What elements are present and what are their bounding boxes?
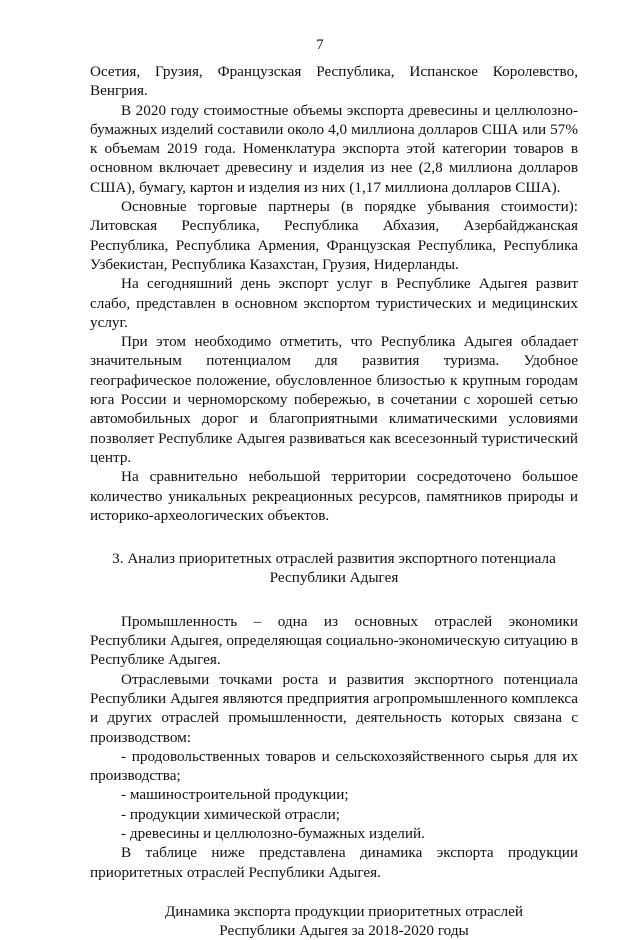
paragraph-table-intro: В таблице ниже представлена динамика экспорта продукции приоритетных отраслей Республики Адыгея. — [90, 844, 578, 881]
spacer — [90, 588, 578, 612]
spacer — [90, 525, 578, 549]
paragraph-industry: Промышленность – одна из основных отраслей экономики Республики Адыгея, определяющая социально-экономическую ситуацию в Республике Адыгея. — [90, 612, 578, 669]
table-caption-line-2: Республики Адыгея за 2018-2020 годы — [219, 922, 469, 940]
section-heading-line-1: 3. Анализ приоритетных отраслей развития экспортного потенциала — [112, 550, 556, 568]
document-body — [90, 62, 578, 940]
paragraph-services-export: На сегодняшний день экспорт услуг в Республике Адыгея развит слабо, представлен в основном экспортом туристических и медицинских услуг. — [90, 275, 578, 331]
section-heading-line-2: Республики Адыгея — [269, 569, 399, 587]
spacer — [90, 882, 578, 902]
list-item-food: - продовольственных товаров и сельскохозяйственного сырья для их производства; — [90, 747, 578, 785]
list-item-chemical: - продукции химической отрасли; — [121, 805, 340, 823]
paragraph-tourism-potential: При этом необходимо отметить, что Республика Адыгея обладает значительным потенциалом для развития туризма. Удобное географическое положение, обусловленное близостью к крупным городам юга России и черноморскому побережью, в сочетании с хорошей сетью автомобильных дорог и благоприятными климатическими условиями позволяет Республике Адыгея развиваться как всесезонный туристический центр. — [90, 333, 578, 466]
paragraph-trade-partners: Основные торговые партнеры (в порядке убывания стоимости): Литовская Республика, Республика Абхазия, Азербайджанская Республика, Республика Армения, Французская Республика, Республика Узбекистан, Республика Казахстан, Грузия, Нидерланды. — [90, 198, 578, 273]
table-caption-line-1: Динамика экспорта продукции приоритетных отраслей — [165, 902, 523, 920]
paragraph-growth-points: Отраслевыми точками роста и развития экспортного потенциала Республики Адыгея являются предприятия агропромышленного комплекса и других отраслей промышленности, деятельность которых связана с производством: — [90, 670, 578, 746]
paragraph-countries-continued: Осетия, Грузия, Французская Республика, Испанское Королевство, Венгрия. — [90, 63, 578, 100]
page-number: 7 — [316, 37, 324, 53]
paragraph-recreational-resources: На сравнительно небольшой территории сосредоточено большое количество уникальных рекреационных ресурсов, памятников природы и историко-археологических объектов. — [90, 468, 578, 524]
paragraph-wood-export: В 2020 году стоимостные объемы экспорта древесины и целлюлозно-бумажных изделий составили около 4,0 миллиона долларов США или 57% к объемам 2019 года. Номенклатура экспорта этой категории товаров в основном включает древесину и изделия из нее (2,8 миллиона долларов США), бумагу, картон и изделия из них (1,17 миллиона долларов США). — [90, 101, 578, 196]
list-item-machinery: - машиностроительной продукции; — [121, 786, 349, 804]
list-item-wood: - древесины и целлюлозно-бумажных изделий. — [121, 824, 425, 842]
